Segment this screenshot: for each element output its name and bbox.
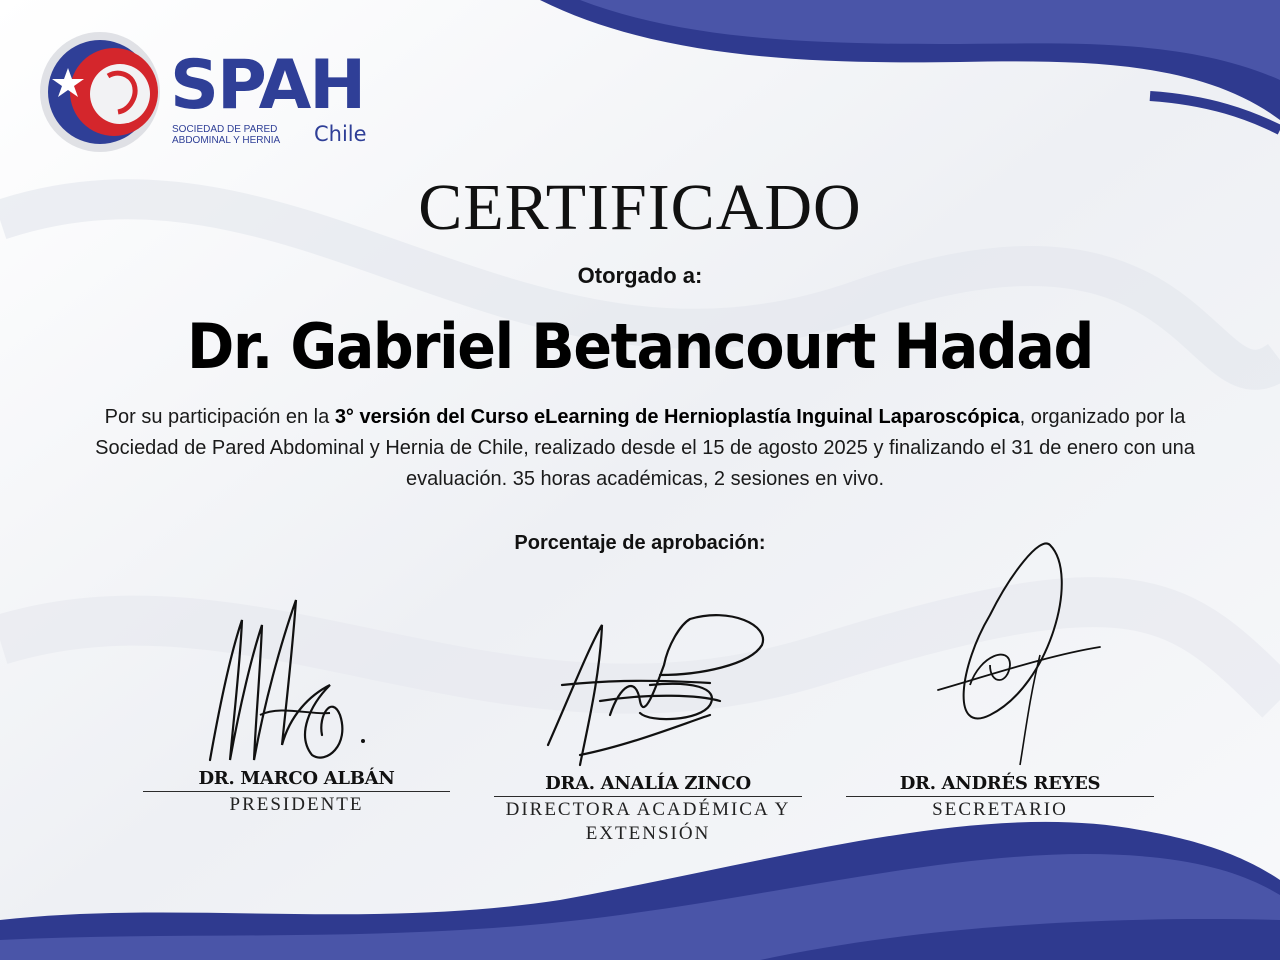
signature-line bbox=[846, 796, 1154, 797]
certificate-title: CERTIFICADO bbox=[418, 171, 862, 244]
awarded-to-label: Otorgado a: bbox=[577, 263, 703, 288]
logo-subtitle-line2: ABDOMINAL Y HERNIA bbox=[172, 135, 281, 146]
logo-subtitle bbox=[172, 124, 280, 146]
signature-line bbox=[494, 796, 802, 797]
body-prefix: Por su participación en la bbox=[104, 406, 335, 428]
signatory-name: DRA. ANALÍA ZINCO bbox=[545, 773, 751, 794]
signatory-2 bbox=[494, 773, 802, 846]
logo-country: Chile bbox=[314, 122, 367, 146]
signatory-1 bbox=[143, 768, 450, 817]
signatory-role: DIRECTORA ACADÉMICA Y EXTENSIÓN bbox=[505, 799, 791, 844]
signatory-role: PRESIDENTE bbox=[229, 794, 364, 815]
logo-subtitle-line1: SOCIEDAD DE PARED bbox=[172, 124, 278, 135]
course-name: 3° versión del Curso eLearning de Hernioplastía Inguinal Laparoscópica bbox=[334, 406, 1020, 428]
logo-brand: SPAH bbox=[170, 46, 365, 125]
signature-line bbox=[143, 791, 450, 792]
signature-marco-alban bbox=[200, 595, 380, 770]
certificate-body bbox=[90, 402, 1200, 495]
approval-percentage-label: Porcentaje de aprobación: bbox=[514, 532, 766, 554]
body-suffix: , organizado por la Sociedad de Pared Abdominal y Hernia de Chile, realizado desde el 15 de agosto 2025 y finalizando el 31 de enero con una evaluación. 35 horas académicas, 2 sesiones en vivo. bbox=[95, 406, 1195, 490]
recipient-name: Dr. Gabriel Betancourt Hadad bbox=[187, 310, 1093, 383]
signatory-name: DR. ANDRÉS REYES bbox=[899, 773, 1101, 794]
signatory-role: SECRETARIO bbox=[932, 799, 1068, 820]
signatory-name: DR. MARCO ALBÁN bbox=[198, 768, 395, 789]
signature-analia-zinco bbox=[540, 605, 780, 775]
signature-andres-reyes bbox=[930, 535, 1110, 770]
signatory-3 bbox=[846, 773, 1154, 822]
